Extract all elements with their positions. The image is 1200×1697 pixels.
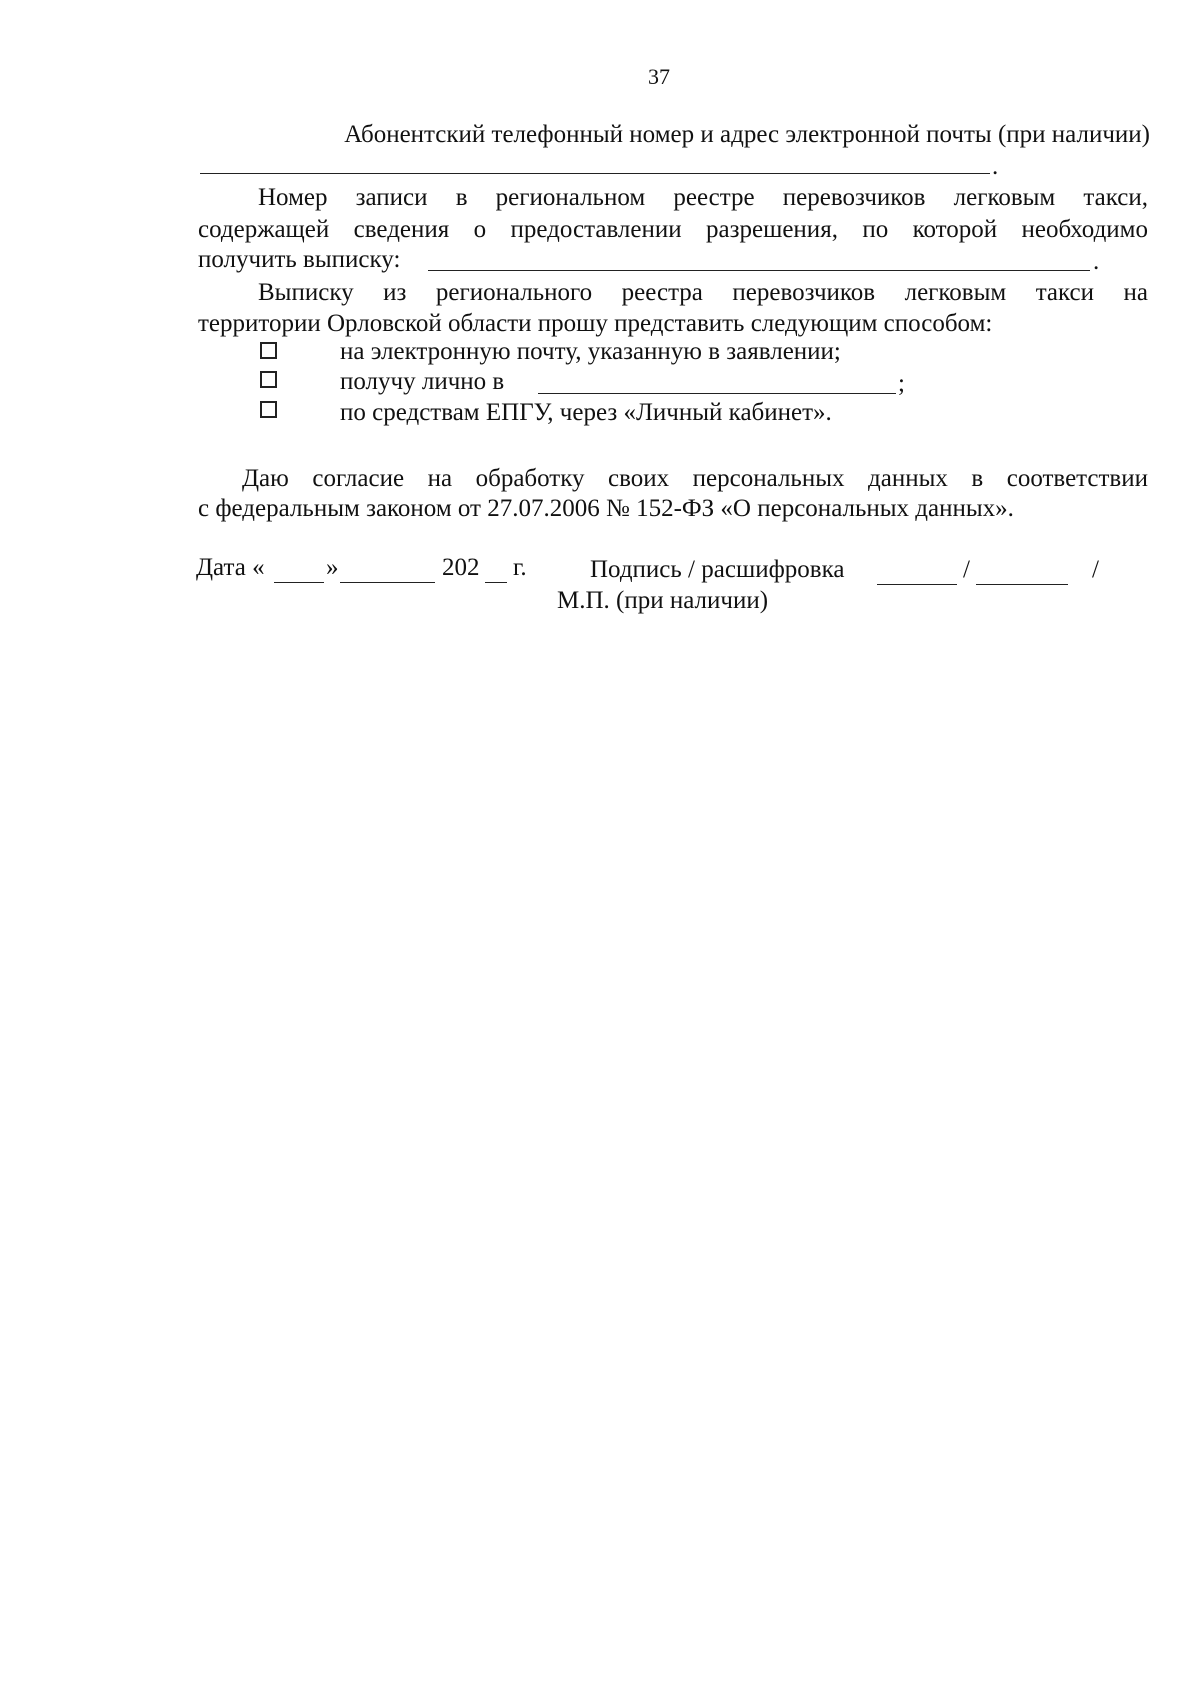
delivery-line-1: Выписку из регионального реестра перевозчиков легковым такси на (258, 279, 1148, 306)
consent-line-2: с федеральным законом от 27.07.2006 № 152-ФЗ «О персональных данных». (198, 495, 1014, 522)
option-email-checkbox[interactable] (260, 342, 277, 359)
date-year-suffix: г. (513, 554, 527, 581)
date-year-field[interactable] (485, 582, 507, 583)
in-person-location-field[interactable] (538, 393, 896, 394)
record-end: . (1093, 248, 1100, 275)
record-line-1: Номер записи в региональном реестре перевозчиков легковым такси, (258, 184, 1148, 211)
record-line-3: получить выписку: (198, 246, 401, 273)
contact-field[interactable] (200, 173, 990, 174)
signature-label: Подпись / расшифровка (590, 556, 845, 583)
option-epgu-label: по средствам ЕПГУ, через «Личный кабинет». (340, 399, 832, 426)
delivery-line-2: территории Орловской области прошу представить следующим способом: (198, 310, 993, 337)
consent-line-1: Даю согласие на обработку своих персональных данных в соответствии (242, 465, 1148, 492)
page-number: 37 (648, 64, 670, 89)
signature-slash-2: / (1092, 556, 1099, 583)
option-in-person-checkbox[interactable] (260, 371, 277, 388)
date-mid: » (326, 554, 339, 581)
signature-slash-1: / (963, 556, 970, 583)
date-day-field[interactable] (274, 582, 324, 583)
stamp-label: М.П. (при наличии) (557, 587, 769, 614)
record-number-field[interactable] (428, 270, 1090, 271)
date-month-field[interactable] (340, 582, 435, 583)
option-email-label: на электронную почту, указанную в заявлении; (340, 338, 841, 365)
signature-name-field[interactable] (976, 584, 1068, 585)
option-in-person-label: получу лично в (340, 368, 505, 395)
option-epgu-checkbox[interactable] (260, 401, 277, 418)
signature-field[interactable] (877, 584, 957, 585)
option-in-person-end: ; (898, 370, 905, 397)
contact-end: . (992, 153, 999, 180)
date-prefix: Дата « (196, 554, 265, 581)
record-line-2: содержащей сведения о предоставлении разрешения, по которой необходимо (198, 216, 1148, 243)
contact-label: Абонентский телефонный номер и адрес электронной почты (при наличии) (344, 121, 1150, 148)
date-year: 202 (442, 554, 480, 581)
